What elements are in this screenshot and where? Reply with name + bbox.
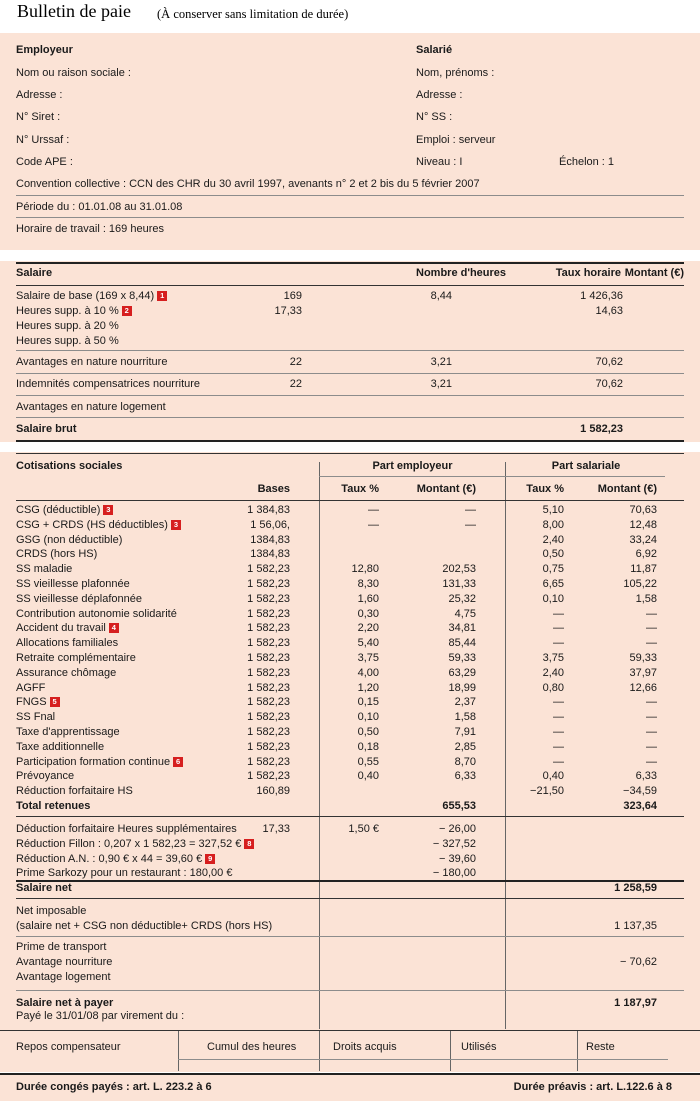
- divider: [16, 816, 684, 817]
- contribution-row-label-text: Allocations familiales: [16, 637, 119, 650]
- contribution-row-er-amount: 2,37: [454, 696, 476, 709]
- footnote-marker: 4: [109, 623, 119, 633]
- taxable-value: 1 137,35: [614, 920, 657, 932]
- col-rate-employee: Taux %: [526, 483, 564, 495]
- contribution-row-er-rate: 1,20: [357, 681, 379, 694]
- gross-salary-label: Salaire brut: [16, 423, 77, 435]
- contribution-row-ee-rate: —: [553, 696, 564, 709]
- contribution-row-base: 1 582,23: [247, 696, 290, 709]
- salary-row-rate: 3,21: [430, 378, 452, 390]
- contribution-row-label-text: FNGS: [16, 696, 47, 709]
- contribution-row-er-rate: 0,40: [357, 770, 379, 783]
- contribution-row-base: 1 582,23: [247, 681, 290, 694]
- contribution-row-base: 1 582,23: [247, 592, 290, 605]
- footnote-marker: 3: [103, 505, 113, 515]
- contribution-row-ee-rate: 2,40: [542, 666, 564, 679]
- column-divider: [450, 1031, 451, 1071]
- contribution-row-base: 160,89: [256, 785, 290, 798]
- contribution-row-er-rate: —: [368, 504, 379, 516]
- contribution-row-ee-rate: 5,10: [542, 504, 564, 516]
- contribution-row-er-rate: 0,30: [357, 607, 379, 620]
- contribution-row-label-text: SS vieillesse plafonnée: [16, 578, 130, 590]
- total-retenues-label: Total retenues: [16, 800, 91, 812]
- repos-col-reste: Reste: [586, 1041, 615, 1053]
- footer-preavis: Durée préavis : art. L.122.6 à 8: [513, 1081, 672, 1093]
- divider: [16, 936, 684, 937]
- contribution-row-er-rate: 0,18: [357, 740, 379, 753]
- deduction-row-amount: − 327,52: [432, 837, 476, 850]
- contribution-row-ee-rate: 3,75: [542, 652, 564, 664]
- divider: [16, 500, 684, 501]
- column-divider: [178, 1031, 179, 1071]
- contribution-row-ee-rate: 2,40: [542, 533, 564, 546]
- extra-logement: Avantage logement: [16, 971, 111, 983]
- contribution-row-label: [16, 711, 55, 723]
- contribution-row-er-rate: 0,55: [357, 755, 379, 768]
- contribution-row-er-rate: 0,50: [357, 726, 379, 738]
- contribution-row-base: 1 582,23: [247, 622, 290, 635]
- taxable-label-2: (salaire net + CSG non déductible+ CRDS (hors HS): [16, 920, 273, 932]
- divider: [16, 373, 684, 374]
- contribution-row-base: 1 384,83: [247, 504, 290, 516]
- contribution-row-label-text: CRDS (hors HS): [16, 548, 98, 561]
- contribution-row-label: [16, 534, 122, 546]
- salary-row-amount: 70,62: [595, 356, 623, 368]
- deduction-row-base: 17,33: [262, 823, 290, 835]
- salary-row-hours: 17,33: [274, 305, 302, 317]
- contribution-row-label: [16, 682, 45, 694]
- contribution-row-er-amount: 7,91: [454, 726, 476, 738]
- contribution-row-label: [16, 770, 74, 782]
- contribution-row-er-amount: 4,75: [454, 607, 476, 620]
- contribution-row-base: 1 56,06,: [250, 518, 290, 531]
- contribution-row-base: 1384,83: [250, 548, 290, 561]
- salary-row-label: [16, 401, 166, 413]
- contribution-row-er-amount: 63,29: [448, 666, 476, 679]
- contribution-row-ee-amount: —: [646, 755, 657, 768]
- contribution-row-ee-amount: 12,48: [629, 518, 657, 531]
- divider: [0, 1073, 700, 1075]
- footnote-marker: 6: [173, 757, 183, 767]
- salary-row-rate: 3,21: [430, 356, 452, 368]
- footnote-marker: 3: [171, 520, 181, 530]
- contribution-row-ee-rate: 6,65: [542, 578, 564, 590]
- divider: [16, 453, 684, 454]
- contribution-row-er-rate: 3,75: [357, 652, 379, 664]
- contribution-row-label-text: Assurance chômage: [16, 666, 117, 679]
- contribution-row-er-amount: 131,33: [442, 578, 476, 590]
- employer-heading: Employeur: [16, 44, 73, 56]
- total-retenues-employer: 655,53: [442, 800, 476, 812]
- total-retenues-employee: 323,64: [623, 800, 657, 812]
- contribution-row-base: 1 582,23: [247, 726, 290, 738]
- contribution-row-ee-amount: 12,66: [629, 681, 657, 694]
- contribution-row-ee-amount: —: [646, 740, 657, 753]
- taxable-label-1: Net imposable: [16, 905, 87, 917]
- paid-label: Payé le 31/01/08 par virement du :: [16, 1010, 185, 1022]
- salary-row-label: [16, 356, 167, 368]
- repos-col-droits: Droits acquis: [333, 1041, 397, 1053]
- contribution-row-ee-amount: —: [646, 711, 657, 724]
- contribution-row-label: [16, 548, 97, 560]
- contribution-row-ee-rate: —: [553, 755, 564, 768]
- footer-conges: Durée congés payés : art. L. 223.2 à 6: [16, 1081, 212, 1093]
- contribution-row-base: 1 582,23: [247, 770, 290, 783]
- salary-row-label-text: Indemnités compensatrices nourriture: [16, 378, 201, 390]
- contribution-row-er-amount: 2,85: [454, 740, 476, 753]
- col-amount-employer: Montant (€): [416, 483, 476, 495]
- contribution-row-label: [16, 741, 104, 753]
- footnote-marker: 1: [157, 291, 167, 301]
- net-salary-label: Salaire net: [16, 882, 72, 894]
- contribution-row-ee-rate: −21,50: [530, 785, 564, 798]
- salary-row-label: [16, 290, 167, 302]
- divider: [0, 1030, 700, 1031]
- contribution-row-er-amount: 25,32: [448, 592, 476, 605]
- contribution-row-base: 1 582,23: [247, 755, 290, 768]
- salary-row-amount: 70,62: [595, 378, 623, 390]
- contribution-row-er-rate: 0,15: [357, 696, 379, 709]
- contribution-row-ee-rate: 0,10: [542, 592, 564, 605]
- extra-transport: Prime de transport: [16, 941, 107, 953]
- contribution-row-label: [16, 696, 60, 708]
- salary-row-hours: 22: [289, 356, 302, 368]
- divider: [16, 417, 684, 418]
- contribution-row-er-rate: 4,00: [357, 666, 379, 679]
- schedule-text: Horaire de travail : 169 heures: [16, 223, 164, 235]
- salary-header-rate: Taux horaire: [555, 267, 621, 279]
- salary-header-label: Salaire: [16, 267, 53, 279]
- salary-header-hours: Nombre d'heures: [416, 267, 507, 279]
- contribution-row-label-text: Taxe additionnelle: [16, 740, 105, 753]
- footnote-marker: 9: [205, 854, 215, 864]
- deduction-row-label-text: Déduction forfaitaire Heures supplémentaires: [16, 823, 237, 835]
- deduction-row-label: [16, 867, 232, 879]
- contribution-row-base: 1 582,23: [247, 578, 290, 590]
- employee-name-label: Nom, prénoms :: [416, 67, 495, 79]
- employee-heading: Salarié: [416, 44, 453, 56]
- divider: [16, 898, 684, 899]
- contribution-row-base: 1 582,23: [247, 652, 290, 664]
- contribution-row-label-text: CSG + CRDS (HS déductibles): [16, 518, 168, 531]
- contribution-row-label-text: Taxe d'apprentissage: [16, 726, 120, 738]
- divider: [16, 217, 684, 218]
- column-divider: [319, 1031, 320, 1071]
- repos-label: Repos compensateur: [16, 1041, 121, 1053]
- employer-name-label: Nom ou raison sociale :: [16, 67, 131, 79]
- contribution-row-er-amount: 1,58: [454, 711, 476, 724]
- contribution-row-ee-rate: —: [553, 607, 564, 620]
- page-title: Bulletin de paie: [17, 1, 131, 21]
- contribution-row-label: [16, 756, 183, 768]
- contribution-row-label: [16, 578, 130, 590]
- salary-header-amount: Montant (€): [624, 267, 684, 279]
- deduction-row-amount: − 26,00: [438, 823, 476, 835]
- contribution-row-er-rate: 0,10: [357, 711, 379, 724]
- contribution-row-label-text: Participation formation continue: [16, 755, 171, 768]
- contribution-row-label: [16, 726, 120, 738]
- contribution-row-ee-amount: 37,97: [629, 666, 657, 679]
- contribution-row-ee-amount: 1,58: [635, 592, 657, 605]
- deduction-row-amount: − 39,60: [438, 852, 476, 865]
- col-bases: Bases: [257, 483, 290, 495]
- employee-address-label: Adresse :: [416, 89, 463, 101]
- deduction-row-label-text: Réduction Fillon : 0,207 x 1 582,23 = 327,52 €: [16, 837, 242, 850]
- contribution-row-er-amount: 85,44: [448, 637, 476, 650]
- contribution-row-label-text: Retraite complémentaire: [16, 652, 136, 664]
- contribution-row-label-text: Accident du travail: [16, 622, 106, 635]
- contribution-row-er-amount: 59,33: [448, 652, 476, 664]
- employer-urssaf-label: N° Urssaf :: [16, 134, 70, 146]
- contribution-row-label-text: Contribution autonomie solidarité: [16, 607, 177, 620]
- divider: [178, 1059, 668, 1060]
- employer-ape-label: Code APE :: [16, 156, 73, 168]
- contribution-row-ee-rate: 0,75: [542, 563, 564, 576]
- net-pay-label: Salaire net à payer: [16, 997, 114, 1009]
- extras-value: − 70,62: [619, 956, 657, 968]
- contribution-row-er-amount: 202,53: [442, 563, 476, 576]
- net-pay-value: 1 187,97: [614, 997, 657, 1009]
- col-amount-employee: Montant (€): [597, 483, 657, 495]
- deduction-row-label: [16, 853, 215, 865]
- contribution-row-ee-amount: —: [646, 622, 657, 635]
- employee-level-label: Niveau : I: [416, 156, 463, 168]
- deduction-row-rate: 1,50 €: [348, 823, 379, 835]
- contribution-row-label-text: CSG (déductible): [16, 504, 101, 516]
- salary-row-label-text: Heures supp. à 50 %: [16, 335, 119, 347]
- contribution-row-ee-rate: —: [553, 711, 564, 724]
- contribution-row-label-text: SS Fnal: [16, 711, 56, 724]
- contribution-row-label: [16, 563, 72, 575]
- gross-salary-value: 1 582,23: [580, 423, 623, 435]
- contribution-row-label: [16, 637, 118, 649]
- col-rate-employer: Taux %: [341, 483, 379, 495]
- salary-row-label: [16, 335, 119, 347]
- salary-row-hours: 22: [289, 378, 302, 390]
- contribution-row-label: [16, 519, 181, 531]
- contribution-row-label: [16, 622, 119, 634]
- divider: [16, 395, 684, 396]
- contribution-row-ee-amount: 70,63: [629, 504, 657, 516]
- extra-nourriture: Avantage nourriture: [16, 956, 113, 968]
- employee-job-label: Emploi : serveur: [416, 134, 496, 146]
- employee-echelon-label: Échelon : 1: [559, 156, 615, 168]
- contribution-row-ee-rate: —: [553, 622, 564, 635]
- contribution-row-ee-amount: —: [646, 607, 657, 620]
- contribution-row-label: [16, 593, 142, 605]
- deduction-row-label-text: Prime Sarkozy pour un restaurant : 180,00 €: [16, 867, 233, 880]
- divider: [16, 350, 684, 351]
- salary-row-label: [16, 378, 200, 390]
- footnote-marker: 8: [244, 839, 254, 849]
- footnote-marker: 5: [50, 697, 60, 707]
- contribution-row-ee-amount: −34,59: [623, 785, 657, 798]
- repos-col-cumul: Cumul des heures: [207, 1041, 297, 1053]
- contribution-row-er-amount: 8,70: [454, 755, 476, 768]
- contribution-row-base: 1 582,23: [247, 666, 290, 679]
- employee-ss-label: N° SS :: [416, 111, 453, 123]
- contribution-row-er-rate: 2,20: [357, 622, 379, 635]
- convention-text: Convention collective : CCN des CHR du 30 avril 1997, avenants n° 2 et 2 bis du 5 février 2007: [16, 178, 480, 190]
- divider: [16, 285, 684, 286]
- salary-row-label-text: Heures supp. à 20 %: [16, 320, 119, 332]
- employee-part-header: Part salariale: [551, 460, 621, 472]
- employer-siret-label: N° Siret :: [16, 111, 61, 123]
- contribution-row-base: 1 582,23: [247, 740, 290, 753]
- employer-part-header: Part employeur: [372, 460, 453, 472]
- repos-col-utilises: Utilisés: [461, 1041, 497, 1053]
- salary-section: [0, 261, 700, 442]
- contribution-row-ee-amount: —: [646, 637, 657, 650]
- contribution-row-label-text: Réduction forfaitaire HS: [16, 785, 133, 798]
- contribution-row-ee-amount: 59,33: [629, 652, 657, 664]
- contribution-row-label-text: SS vieillesse déplafonnée: [16, 592, 142, 605]
- salary-row-label-text: Avantages en nature logement: [16, 401, 166, 413]
- footnote-marker: 2: [122, 306, 132, 316]
- contribution-row-er-rate: 1,60: [357, 592, 379, 605]
- contribution-row-ee-rate: 0,40: [542, 770, 564, 783]
- salary-row-label-text: Salaire de base (169 x 8,44): [16, 290, 155, 302]
- contribution-row-er-rate: —: [368, 518, 379, 531]
- salary-row-label: [16, 320, 119, 332]
- contribution-row-ee-amount: —: [646, 726, 657, 738]
- contribution-row-ee-amount: 6,92: [635, 548, 657, 561]
- contribution-row-ee-amount: 33,24: [629, 533, 657, 546]
- contribution-row-ee-rate: 0,50: [542, 548, 564, 561]
- deduction-row-label-text: Réduction A.N. : 0,90 € x 44 = 39,60 €: [16, 852, 203, 865]
- contribution-row-label: [16, 667, 116, 679]
- contribution-row-ee-rate: 0,80: [542, 681, 564, 694]
- deduction-row-label: [16, 838, 254, 850]
- contribution-row-label-text: Prévoyance: [16, 770, 75, 783]
- contribution-row-ee-amount: 105,22: [623, 578, 657, 590]
- contribution-row-label: [16, 785, 133, 797]
- salary-row-hours: 169: [283, 290, 302, 302]
- contribution-row-label-text: GSG (non déductible): [16, 533, 123, 546]
- salary-row-label-text: Avantages en nature nourriture: [16, 356, 168, 368]
- salary-row-rate: 8,44: [430, 290, 452, 302]
- contribution-row-er-amount: 18,99: [448, 681, 476, 694]
- divider: [319, 476, 665, 477]
- contribution-row-base: 1 582,23: [247, 711, 290, 724]
- contribution-row-ee-amount: —: [646, 696, 657, 709]
- contribution-row-base: 1 582,23: [247, 637, 290, 650]
- contribution-row-ee-rate: —: [553, 726, 564, 738]
- contribution-row-base: 1 582,23: [247, 607, 290, 620]
- contribution-row-ee-rate: —: [553, 740, 564, 753]
- employer-address-label: Adresse :: [16, 89, 63, 101]
- divider: [16, 440, 684, 442]
- contribution-row-er-amount: 34,81: [448, 622, 476, 635]
- contribution-row-er-rate: 12,80: [351, 563, 379, 576]
- contributions-title: Cotisations sociales: [16, 460, 123, 472]
- contribution-row-ee-rate: 8,00: [542, 518, 564, 531]
- net-salary-value: 1 258,59: [614, 882, 657, 894]
- contribution-row-label: [16, 652, 136, 664]
- contribution-row-er-rate: 8,30: [357, 578, 379, 590]
- contribution-row-base: 1384,83: [250, 533, 290, 546]
- divider: [16, 990, 684, 991]
- contribution-row-base: 1 582,23: [247, 563, 290, 576]
- salary-row-label: [16, 305, 132, 317]
- contribution-row-label: [16, 504, 113, 516]
- salary-row-amount: 14,63: [595, 305, 623, 317]
- contribution-row-label: [16, 608, 177, 620]
- contribution-row-ee-amount: 11,87: [630, 563, 657, 576]
- divider: [16, 262, 684, 264]
- divider: [16, 195, 684, 196]
- column-divider: [577, 1031, 578, 1071]
- contribution-row-er-amount: 6,33: [454, 770, 476, 783]
- period-text: Période du : 01.01.08 au 31.01.08: [16, 201, 183, 213]
- contribution-row-label-text: SS maladie: [16, 563, 73, 576]
- salary-row-amount: 1 426,36: [580, 290, 623, 302]
- contribution-row-er-amount: —: [465, 504, 476, 516]
- deduction-row-amount: − 180,00: [432, 867, 476, 880]
- salary-row-label-text: Heures supp. à 10 %: [16, 305, 119, 317]
- page-subtitle: (À conserver sans limitation de durée): [157, 7, 349, 21]
- contribution-row-label-text: AGFF: [16, 681, 46, 694]
- contribution-row-er-rate: 5,40: [357, 637, 379, 650]
- contribution-row-ee-rate: —: [553, 637, 564, 650]
- contribution-row-ee-amount: 6,33: [635, 770, 657, 783]
- contribution-row-er-amount: —: [465, 518, 476, 531]
